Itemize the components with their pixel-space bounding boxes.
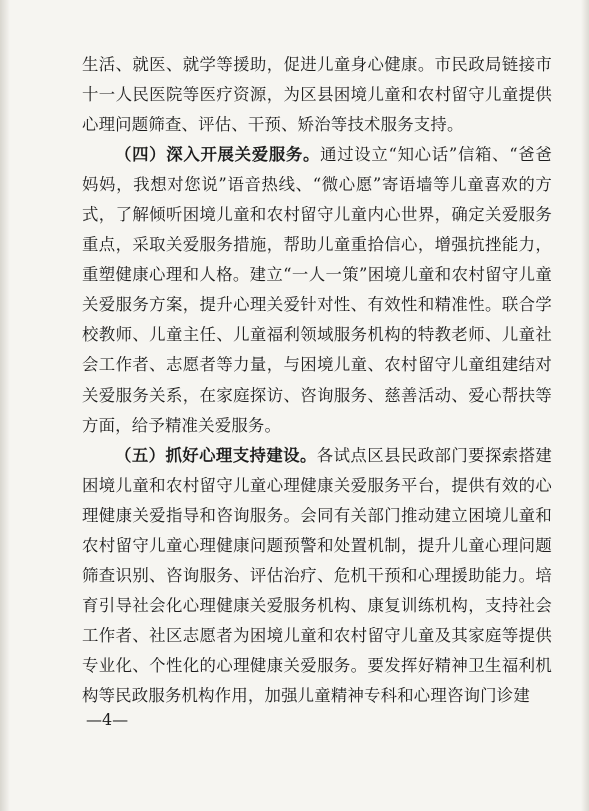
paragraph-text: 生活、就医、就学等援助，促进儿童身心健康。市民政局链接市十一人民医院等医疗资源，为区县困境儿童和农村留守儿童提供心理问题筛查、评估、干预、矫治等技术服务支持。 xyxy=(82,55,552,135)
paragraph-care-services xyxy=(82,140,552,440)
paragraph-text: 各试点区县民政部门要探索搭建困境儿童和农村留守儿童心理健康关爱服务平台，提供有效的心理健康关爱指导和咨询服务。会同有关部门推动建立困境儿童和农村留守儿童心理健康问题预警和处置机制，提升儿童心理问题筛查识别、咨询服务、评估治疗、危机干预和心理援助能力。培育引导社会化心理健康关爱服务机构、康复训练机构，支持社会工作者、社区志愿者为困境儿童和农村留守儿童及其家庭等提供专业化、个性化的心理健康关爱服务。要发挥好精神卫生福利机构等民政服务机构作用，加强儿童精神专科和心理咨询门诊建 xyxy=(82,445,552,705)
paragraph-psych-support xyxy=(82,441,552,711)
body-text xyxy=(82,50,552,711)
paragraph-continuation xyxy=(82,50,552,140)
section-heading-4: （四）深入开展关爱服务。 xyxy=(115,145,321,165)
section-heading-5: （五）抓好心理支持建设。 xyxy=(115,445,317,465)
page-edge-shadow-right xyxy=(581,0,589,811)
page-number: —4— xyxy=(86,710,129,729)
paragraph-text: 通过设立“知心话”信箱、“爸爸妈妈，我想对您说”语音热线、“微心愿”寄语墙等儿童喜欢的方式，了解倾听困境儿童和农村留守儿童内心世界，确定关爱服务重点，采取关爱服务措施，帮助儿童重拾信心，增强抗挫能力，重塑健康心理和人格。建立“一人一策”困境儿童和农村留守儿童关爱服务方案，提升心理关爱针对性、有效性和精准性。联合学校教师、儿童主任、儿童福利领域服务机构的特教老师、儿童社会工作者、志愿者等力量，与困境儿童、农村留守儿童组建结对关爱服务关系，在家庭探访、咨询服务、慈善活动、爱心帮扶等方面，给予精准关爱服务。 xyxy=(82,145,552,435)
page-edge-shadow xyxy=(0,0,10,811)
